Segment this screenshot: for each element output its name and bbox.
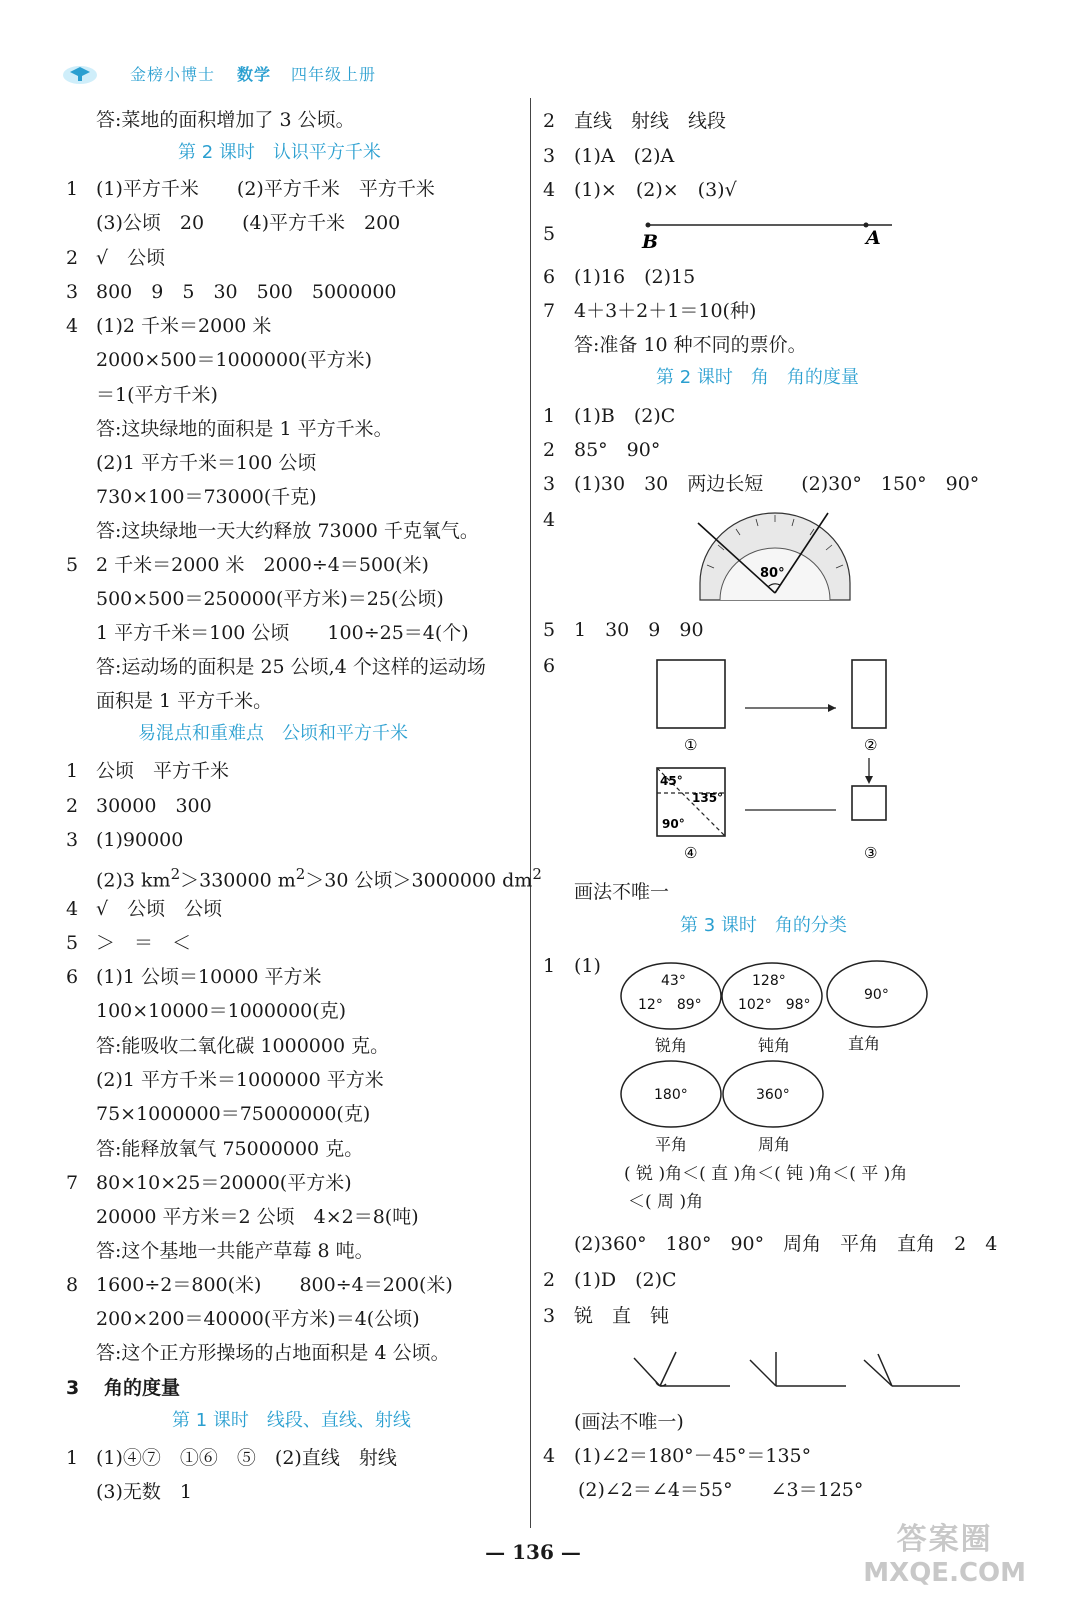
answer-line: 答:运动场的面积是 25 公顷,4 个这样的运动场	[96, 656, 486, 678]
answer-line: (1)30 30 两边长短 (2)30° 150° 90°	[574, 473, 980, 495]
answer-line: (1)B (2)C	[574, 405, 676, 427]
obtuse-label: 钝角	[758, 1036, 791, 1055]
question-number: 3	[543, 145, 556, 167]
answer-line: 80×10×25＝20000(平方米)	[96, 1172, 352, 1194]
question-number: 2	[543, 1269, 556, 1291]
answer-line: 1 30 9 90	[574, 619, 704, 641]
logo-icon	[60, 60, 100, 86]
answer-line: 30000 300	[96, 795, 212, 817]
question-number: 4	[543, 1445, 556, 1467]
question-number: 3	[66, 281, 79, 303]
angle-90-label: 90°	[662, 817, 685, 831]
question-number: 1	[543, 955, 556, 977]
answer-line: (1)× (2)× (3)√	[574, 179, 737, 201]
straight-angle-value: 180°	[654, 1087, 688, 1103]
answer-line: 1600÷2＝800(米) 800÷4＝200(米)	[96, 1274, 453, 1296]
answer-line: (1)1 公顷＝10000 平方米	[96, 966, 322, 988]
answer-line: (1)④⑦ ①⑥ ⑤ (2)直线 射线	[96, 1447, 397, 1469]
drawn-angles-figure	[630, 1348, 960, 1393]
column-divider	[530, 98, 531, 1528]
answer-line: 答:这个正方形操场的占地面积是 4 公顷。	[96, 1342, 450, 1364]
question-number: 5	[543, 619, 556, 641]
protractor-figure	[690, 505, 860, 605]
straight-label: 平角	[655, 1135, 688, 1154]
section-title: 第 1 课时 线段、直线、射线	[172, 1410, 411, 1431]
square-fold-figure	[640, 650, 910, 870]
answer-line: (1)∠2＝180°－45°＝135°	[574, 1445, 812, 1467]
question-number: 5	[543, 223, 556, 245]
section-title: 第 2 课时 认识平方千米	[178, 142, 381, 163]
acute-label: 锐角	[655, 1036, 688, 1055]
section-title: 第 3 课时 角的分类	[680, 915, 847, 936]
answer-line: 800 9 5 30 500 5000000	[96, 281, 397, 303]
answer-line: (2)360° 180° 90° 周角 平角 直角 2 4	[574, 1233, 998, 1255]
answer-line: (3)无数 1	[96, 1481, 193, 1503]
point-a-label: A	[866, 227, 881, 249]
answer-line: 20000 平方米＝2 公顷 4×2＝8(吨)	[96, 1206, 419, 1228]
acute-angle-value: 43°	[661, 973, 686, 989]
answer-line-units: (2)3 $km^2>330000$ $m^2>30$ 公顷＞3000000 $dm^2$	[96, 865, 542, 892]
answer-line: 答:能吸收二氧化碳 1000000 克。	[96, 1035, 390, 1057]
answer-line: 730×100＝73000(千克)	[96, 486, 317, 508]
answer-line: 答:准备 10 种不同的票价。	[574, 334, 807, 356]
answer-line: (3)公顷 20 (4)平方千米 200	[96, 212, 401, 234]
answer-line: (1)2 千米＝2000 米	[96, 315, 272, 337]
obtuse-angle-value: 128°	[752, 973, 786, 989]
answer-line: (1)16 (2)15	[574, 266, 696, 288]
answer-line: 答:这块绿地一天大约释放 73000 千克氧气。	[96, 520, 479, 542]
segment-ba-figure	[630, 212, 910, 252]
answer-line: ＝1(平方千米)	[96, 384, 218, 406]
question-number: 4	[543, 179, 556, 201]
answer-line: 1 平方千米＝100 公顷 100÷25＝4(个)	[96, 622, 469, 644]
book-brand: 金榜小博士	[130, 64, 216, 84]
answer-line: (1)平方千米 (2)平方千米 平方千米	[96, 178, 435, 200]
question-number: 5	[66, 554, 79, 576]
answer-line: ( 锐 )角＜( 直 )角＜( 钝 )角＜( 平 )角	[624, 1164, 908, 1184]
angle-classification-figure	[618, 958, 938, 1158]
chapter-number: 3	[66, 1377, 80, 1399]
question-number: 2	[543, 110, 556, 132]
question-number: 7	[543, 300, 556, 322]
angle-45-label: 45°	[660, 774, 683, 788]
question-number: 2	[66, 247, 79, 269]
angle-80-label: 80°	[760, 566, 785, 581]
question-number: 8	[66, 1274, 79, 1296]
page-number: — 136 —	[485, 1540, 581, 1564]
round-angle-value: 360°	[756, 1087, 790, 1103]
watermark-top: 答案圈	[896, 1522, 993, 1557]
answer-line: 4＋3＋2＋1＝10(种)	[574, 300, 757, 322]
answer-line: (画法不唯一)	[574, 1411, 684, 1433]
answer-line: (1)A (2)A	[574, 145, 675, 167]
answer-line: 75×1000000＝75000000(克)	[96, 1103, 371, 1125]
point-b-label: B	[642, 231, 659, 252]
question-number: 4	[543, 509, 556, 531]
question-number: 6	[543, 266, 556, 288]
obtuse-angle-values: 102° 98°	[738, 997, 811, 1013]
question-number: 3	[543, 1305, 556, 1327]
question-number: 2	[66, 795, 79, 817]
round-label: 周角	[758, 1135, 791, 1154]
answer-line: (1)	[574, 955, 601, 977]
answer-line: 答:这块绿地的面积是 1 平方千米。	[96, 418, 393, 440]
answer-line: (2)∠2＝∠4＝55° ∠3＝125°	[578, 1479, 864, 1501]
answer-line: 面积是 1 平方千米。	[96, 690, 273, 712]
answer-line: √ 公顷	[96, 247, 166, 269]
answer-line: 85° 90°	[574, 439, 661, 461]
question-number: 7	[66, 1172, 79, 1194]
answer-line: 200×200＝40000(平方米)＝4(公顷)	[96, 1308, 420, 1330]
question-number: 2	[543, 439, 556, 461]
figure-3-label: ③	[864, 844, 878, 862]
answer-line: 锐 直 钝	[574, 1305, 670, 1327]
question-number: 1	[66, 178, 79, 200]
answer-line: 答:能释放氧气 75000000 克。	[96, 1138, 364, 1160]
answer-line: √ 公顷 公顷	[96, 898, 223, 920]
answer-line: 画法不唯一	[574, 881, 670, 903]
question-number: 6	[66, 966, 79, 988]
answer-line: 2 千米＝2000 米 2000÷4＝500(米)	[96, 554, 429, 576]
answer-line: 公顷 平方千米	[96, 760, 230, 782]
answer-line: 答:菜地的面积增加了 3 公顷。	[96, 109, 355, 131]
question-number: 3	[66, 829, 79, 851]
answer-line: ＜( 周 )角	[628, 1192, 704, 1212]
answer-line: ＞ ＝ ＜	[96, 932, 192, 954]
figure-4-label: ④	[684, 844, 698, 862]
question-number: 6	[543, 655, 556, 677]
book-grade: 四年级上册	[291, 64, 377, 84]
section-title: 第 2 课时 角 角的度量	[656, 367, 859, 388]
question-number: 1	[543, 405, 556, 427]
answer-line: (2)1 平方千米＝1000000 平方米	[96, 1069, 384, 1091]
answer-line: 2000×500＝1000000(平方米)	[96, 349, 372, 371]
answer-line: 答:这个基地一共能产草莓 8 吨。	[96, 1240, 374, 1262]
answer-line: 100×10000＝1000000(克)	[96, 1000, 347, 1022]
answer-line: (1)90000	[96, 829, 184, 851]
figure-2-label: ②	[864, 736, 878, 754]
question-number: 5	[66, 932, 79, 954]
question-number: 1	[66, 760, 79, 782]
book-subject: 数学	[237, 64, 272, 84]
question-number: 4	[66, 898, 79, 920]
watermark-bottom: MXQE.COM	[863, 1558, 1026, 1588]
right-angle-value: 90°	[864, 987, 889, 1003]
chapter-title: 角的度量	[104, 1377, 181, 1399]
answer-line: 直线 射线 线段	[574, 110, 727, 132]
question-number: 1	[66, 1447, 79, 1469]
right-label: 直角	[848, 1034, 881, 1053]
answer-line: 500×500＝250000(平方米)＝25(公顷)	[96, 588, 444, 610]
question-number: 4	[66, 315, 79, 337]
figure-1-label: ①	[684, 736, 698, 754]
acute-angle-values: 12° 89°	[638, 997, 702, 1013]
page-header	[60, 58, 376, 88]
answer-line: (2)1 平方千米＝100 公顷	[96, 452, 317, 474]
watermark	[863, 1514, 1026, 1588]
section-title: 易混点和重难点 公顷和平方千米	[138, 723, 408, 744]
answer-line: (1)D (2)C	[574, 1269, 677, 1291]
angle-135-label: 135°	[692, 791, 724, 805]
question-number: 3	[543, 473, 556, 495]
